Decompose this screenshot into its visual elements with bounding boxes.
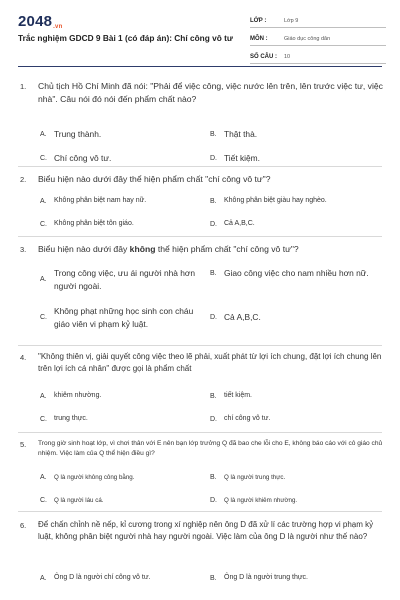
option-letter: A. — [40, 574, 47, 582]
option-a[interactable] — [40, 196, 146, 207]
option-text: Thật thà. — [224, 129, 258, 139]
option-letter: D. — [210, 313, 217, 321]
option-a[interactable] — [40, 128, 101, 141]
logo-suffix: .vn — [53, 24, 63, 30]
option-text: Không phân biệt giàu hay nghèo. — [224, 197, 327, 204]
question-text: "Không thiên vị, giải quyết công việc theo lẽ phải, xuất phát từ lợi ích chung, đặt lợi ích chung lên trên lợi ích cá nhân" được gọi là phẩm chất — [38, 352, 382, 374]
option-letter: B. — [210, 392, 217, 400]
option-b[interactable] — [210, 128, 257, 141]
option-text: Không phạt những học sinh con cháu giáo viên vi phạm kỷ luật. — [54, 306, 194, 329]
question-separator — [18, 511, 382, 512]
option-text: Q là người láu cá. — [54, 497, 104, 504]
option-d[interactable] — [210, 496, 297, 505]
option-text: Trong công việc, ưu ái người nhà hơn người ngoài. — [54, 268, 196, 291]
question-text: Để chấn chỉnh nề nếp, kỉ cương trong xí nghiệp nên ông D đã xử lí các trường hợp vi phạm kỷ luật, không phân biệt người nhà hay người ngoài. Việc làm của ông D là người như thế nào? — [38, 520, 374, 542]
option-text: Không phân biệt nam hay nữ. — [54, 197, 147, 204]
question-separator — [18, 345, 382, 346]
option-a[interactable] — [40, 267, 200, 292]
option-text: Cả A,B,C. — [224, 220, 255, 227]
question-number: 3. — [20, 245, 27, 254]
option-a[interactable] — [40, 473, 134, 482]
option-letter: B. — [210, 197, 217, 205]
option-text: khiêm nhường. — [54, 392, 102, 399]
meta-key: MÔN : — [250, 35, 268, 42]
option-d[interactable] — [210, 414, 270, 425]
option-text: Ông D là người trung thực. — [224, 574, 308, 581]
option-b[interactable] — [210, 267, 380, 280]
meta-value: 10 — [284, 53, 291, 60]
option-text: chí công vô tư. — [224, 415, 271, 422]
option-text: Q là người trung thực. — [224, 474, 286, 481]
option-c[interactable] — [40, 152, 111, 165]
header-divider — [18, 66, 382, 67]
option-text: Q là người không công bằng. — [54, 474, 135, 481]
option-letter: A. — [40, 276, 47, 284]
question-number: 5. — [20, 440, 27, 449]
option-d[interactable] — [210, 219, 255, 230]
option-c[interactable] — [40, 305, 200, 330]
question-number: 6. — [20, 521, 27, 530]
option-letter: C. — [40, 154, 47, 162]
option-letter: A. — [40, 197, 47, 205]
option-letter: B. — [210, 269, 217, 277]
option-b[interactable] — [210, 473, 285, 482]
meta-value: Giáo dục công dân — [284, 35, 331, 42]
option-letter: B. — [210, 574, 217, 582]
option-c[interactable] — [40, 219, 134, 230]
option-letter: D. — [210, 220, 217, 228]
option-text: Q là người khiêm nhường. — [224, 497, 298, 504]
question-number: 2. — [20, 175, 27, 184]
question-text-emphasis: không — [129, 244, 156, 254]
question-text-after: thể hiện phẩm chất "chí công vô tư"? — [155, 244, 299, 254]
option-letter: C. — [40, 415, 47, 423]
option-c[interactable] — [40, 496, 103, 505]
option-text: Ông D là người chí công vô tư. — [54, 574, 151, 581]
meta-value: Lớp 9 — [284, 17, 299, 24]
option-text: tiết kiệm. — [224, 392, 253, 399]
option-text: Cả A,B,C. — [224, 312, 261, 322]
option-text: Chí công vô tư. — [54, 153, 112, 163]
question-text — [38, 243, 386, 256]
option-d[interactable] — [210, 152, 260, 165]
document-title: Trắc nghiệm GDCD 9 Bài 1 (có đáp án): Chí công vô tư — [18, 33, 233, 43]
question-text: Trong giờ sinh hoạt lớp, vì chơi thân với E nên bạn lớp trưởng Q đã bao che lỗi cho E, không báo cáo với cô giáo chủ nhiệm. Việc làm của Q thể hiện điều gì? — [38, 440, 383, 458]
option-letter: A. — [40, 474, 47, 482]
option-letter: D. — [210, 154, 217, 162]
meta-row-class — [250, 14, 386, 28]
meta-key: LỚP : — [250, 17, 267, 24]
question-text: Chủ tịch Hồ Chí Minh đã nói: "Phải để việc công, việc nước lên trên, lên trước việc tư, việc nhà". Câu nói đó nói đến phẩm chất nào? — [38, 81, 383, 105]
option-d[interactable] — [210, 311, 261, 324]
option-b[interactable] — [210, 196, 327, 207]
option-letter: D. — [210, 497, 217, 505]
question-separator — [18, 432, 382, 433]
question-separator — [18, 236, 382, 237]
meta-row-subject — [250, 32, 386, 46]
option-letter: D. — [210, 415, 217, 423]
question-number: 1. — [20, 82, 27, 91]
option-text: Tiết kiệm. — [224, 153, 260, 163]
meta-key: SỐ CÂU : — [250, 53, 277, 60]
option-text: Không phân biệt tôn giáo. — [54, 220, 134, 227]
option-c[interactable] — [40, 414, 88, 425]
option-text: trung thực. — [54, 415, 88, 422]
option-letter: A. — [40, 392, 47, 400]
option-b[interactable] — [210, 573, 308, 584]
option-letter: C. — [40, 220, 47, 228]
meta-row-count — [250, 50, 386, 64]
question-text: Biểu hiện nào dưới đây thể hiện phẩm chất "chí công vô tư"? — [38, 174, 271, 184]
document-meta — [250, 14, 386, 68]
site-logo[interactable] — [18, 13, 62, 30]
option-letter: B. — [210, 130, 217, 138]
option-text: Trung thành. — [54, 129, 102, 139]
option-letter: A. — [40, 130, 47, 138]
logo-text: 2048 — [18, 13, 53, 30]
option-b[interactable] — [210, 391, 252, 402]
question-text-before: Biểu hiện nào dưới đây — [38, 244, 130, 254]
option-letter: C. — [40, 497, 47, 505]
option-letter: B. — [210, 474, 217, 482]
document-header — [0, 0, 400, 66]
option-letter: C. — [40, 314, 47, 322]
question-separator — [18, 166, 382, 167]
question-number: 4. — [20, 353, 27, 362]
option-text: Giao công việc cho nam nhiều hơn nữ. — [224, 268, 369, 278]
option-a[interactable] — [40, 573, 150, 584]
option-a[interactable] — [40, 391, 101, 402]
